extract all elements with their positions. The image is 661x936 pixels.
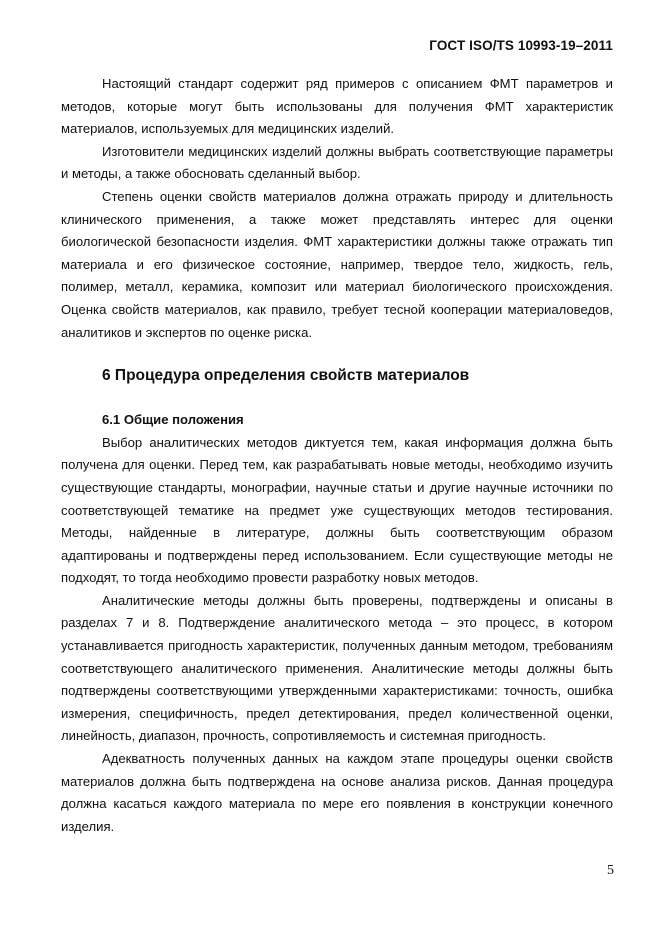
paragraph: Степень оценки свойств материалов должна отражать природу и длительность клинического применения, а также может представлять интерес для оценки биологической безопасности изделия. ФМТ характеристики должны также отражать тип материала и его физическое состояние, например, твердое тело, жидкость, гель, полимер, металл, керамика, композит или материал биологического происхождения. Оценка свойств материалов, как правило, требует тесной кооперации материаловедов, аналитиков и экспертов по оценке риска. xyxy=(61,188,613,340)
paragraph: Адекватность полученных данных на каждом этапе процедуры оценки свойств материалов должна быть подтверждена на основе анализа рисков. Данная процедура должна касаться каждого материала по мере его появления в конструкции конечного изделия. xyxy=(61,751,613,834)
paragraph: Аналитические методы должны быть проверены, подтверждены и описаны в разделах 7 и 8. Подтверждение аналитического метода – это процесс, в котором устанавливается пригодность характеристик, полученных данным методом, требованиям соответствующего аналитического применения. Аналитические методы должны быть подтверждены соответствующими утвержденными характеристиками: точность, ошибка измерения, специфичность, предел детектирования, предел количественной оценки, линейность, диапазон, прочность, сопротивляемость и системная пригодность. xyxy=(61,592,613,744)
subsection-title: 6.1 Общие положения xyxy=(102,412,244,428)
paragraph: Выбор аналитических методов диктуется тем, какая информация должна быть получена для оценки. Перед тем, как разрабатывать новые методы, необходимо изучить существующие стандарты, монографии, научные статьи и другие научные источники по соответствующей тематике на предмет уже существующих методов тестирования. Методы, найденные в литературе, должны быть соответствующим образом адаптированы и подтверждены перед использованием. Если существующие методы не подходят, то тогда необходимо провести разработку новых методов. xyxy=(61,434,613,586)
section-title: 6 Процедура определения свойств материалов xyxy=(102,367,470,385)
paragraph: Изготовители медицинских изделий должны выбрать соответствующие параметры и методы, а также обосновать сделанный выбор. xyxy=(61,143,613,182)
paragraph: Настоящий стандарт содержит ряд примеров с описанием ФМТ параметров и методов, которые могут быть использованы для получения ФМТ характеристик материалов, используемых для медицинских изделий. xyxy=(61,76,613,137)
document-header: ГОСТ ISO/TS 10993-19–2011 xyxy=(429,38,613,53)
document-body xyxy=(61,73,613,838)
page-number: 5 xyxy=(607,863,614,878)
